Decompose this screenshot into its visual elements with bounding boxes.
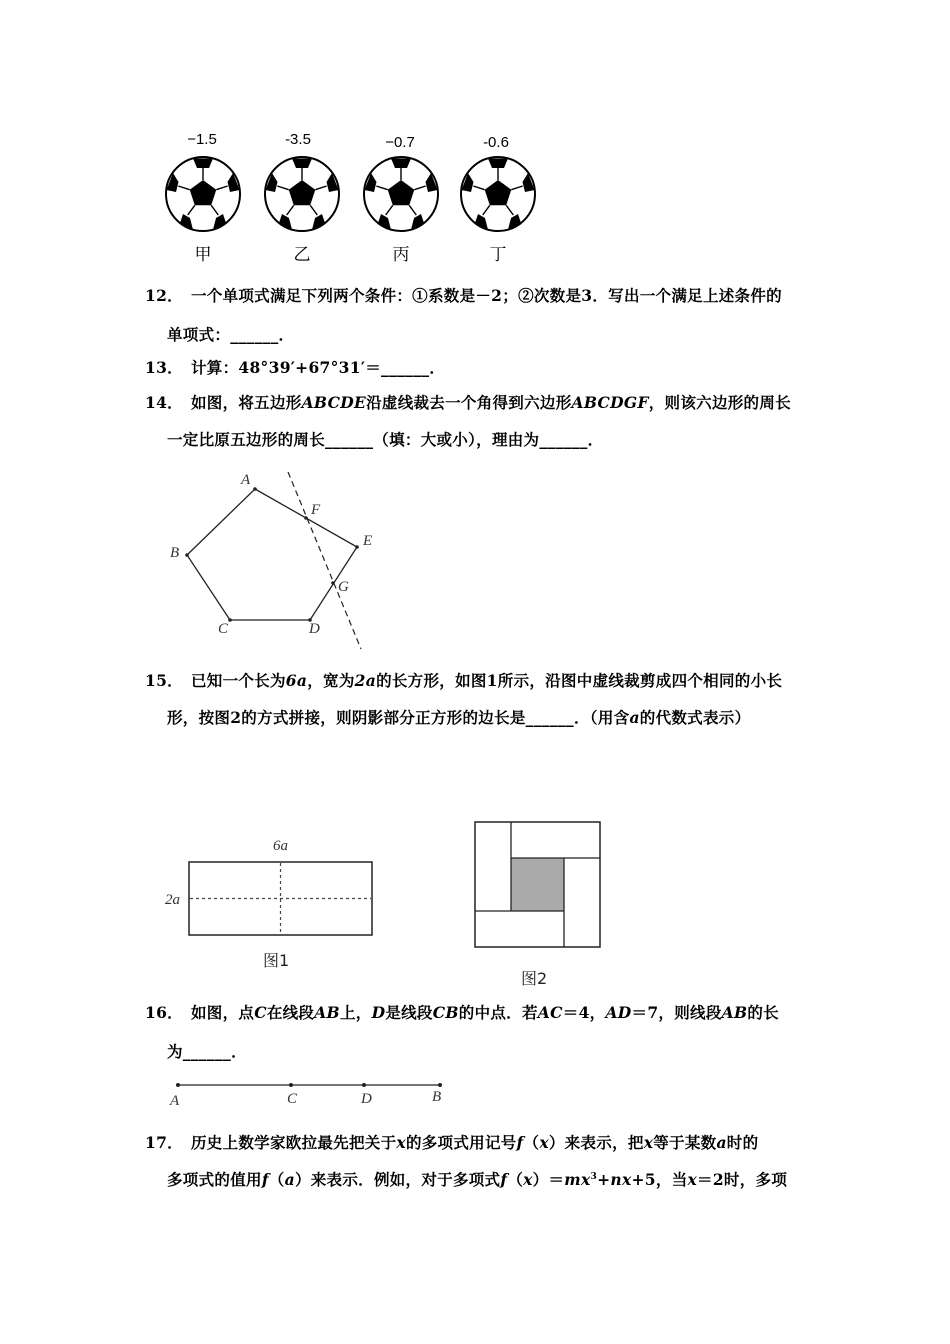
shaded-square [511, 858, 564, 911]
soccer-ball-3 [364, 157, 438, 231]
label-A: A [241, 472, 251, 488]
question-17-line1: 17． 历史上数学家欧拉最先把关于x的多项式用记号f（x）来表示，把x等于某数a时的 [145, 1133, 759, 1152]
soccer-balls-svg [160, 150, 550, 238]
label-F: F [311, 502, 321, 518]
fig2-square [474, 821, 602, 949]
label-G: G [338, 579, 349, 595]
ball-value-3: −0.7 [385, 134, 415, 151]
question-14-line2: 一定比原五边形的周长______（填：大或小），理由为______． [167, 430, 604, 449]
label-C: C [218, 621, 229, 637]
label-E: E [363, 533, 373, 549]
soccer-ball-1 [166, 157, 240, 231]
fig1-caption: 图1 [263, 951, 290, 970]
point-B: B [432, 1089, 442, 1105]
ball-name-3: 丙 [392, 245, 410, 265]
point-A: A [170, 1093, 180, 1109]
fig2-caption: 图2 [521, 969, 548, 988]
point-C: C [287, 1091, 298, 1107]
question-number: 12． [145, 286, 183, 305]
pentagon-svg [160, 465, 390, 655]
point-D: D [361, 1091, 372, 1107]
soccer-ball-4 [461, 157, 535, 231]
question-number: 13． [145, 358, 183, 377]
question-number: 15． [145, 671, 183, 690]
question-number: 17． [145, 1133, 183, 1152]
question-16-line2: 为______． [167, 1042, 247, 1061]
ball-value-1: −1.5 [187, 131, 217, 148]
question-number: 16． [145, 1003, 183, 1022]
fig1-top-label: 6a [273, 838, 288, 854]
ball-name-1: 甲 [194, 245, 212, 265]
question-17-line2: 多项式的值用f（a）来表示．例如，对于多项式$f(x)=mx^3+nx+5$，当x＝2时，多项 [167, 1170, 788, 1189]
question-12-line2: 单项式：______． [167, 325, 295, 344]
question-15-line1: 15． 已知一个长为6a，宽为2a的长方形，如图1所示，沿图中虚线裁剪成四个相同的小长 [145, 671, 783, 690]
ball-value-2: -3.5 [285, 131, 311, 148]
label-D: D [309, 621, 320, 637]
ball-name-2: 乙 [293, 245, 311, 265]
question-12-line1: 12． 一个单项式满足下列两个条件：①系数是－2；②次数是3．写出一个满足上述条件的 [145, 286, 782, 305]
fig1-side-label: 2a [165, 892, 180, 908]
fig1-rectangle [188, 861, 374, 937]
question-15-line2: 形，按图2的方式拼接，则阴影部分正方形的边长是______．（用含a的代数式表示） [167, 708, 751, 727]
question-number: 14． [145, 393, 183, 412]
segment-svg [172, 1078, 447, 1092]
question-14-line1: 14． 如图，将五边形ABCDE沿虚线裁去一个角得到六边形ABCDGF，则该六边形的周长 [145, 393, 791, 412]
question-16-line1: 16． 如图，点C在线段AB上，D是线段CB的中点．若AC＝4，AD＝7，则线段AB的长 [145, 1003, 779, 1022]
label-B: B [170, 545, 180, 561]
soccer-ball-2 [265, 157, 339, 231]
ball-name-4: 丁 [489, 245, 507, 265]
ball-value-4: -0.6 [483, 134, 509, 151]
question-13: 13． 计算：48°39′+67°31′＝______． [145, 358, 446, 377]
